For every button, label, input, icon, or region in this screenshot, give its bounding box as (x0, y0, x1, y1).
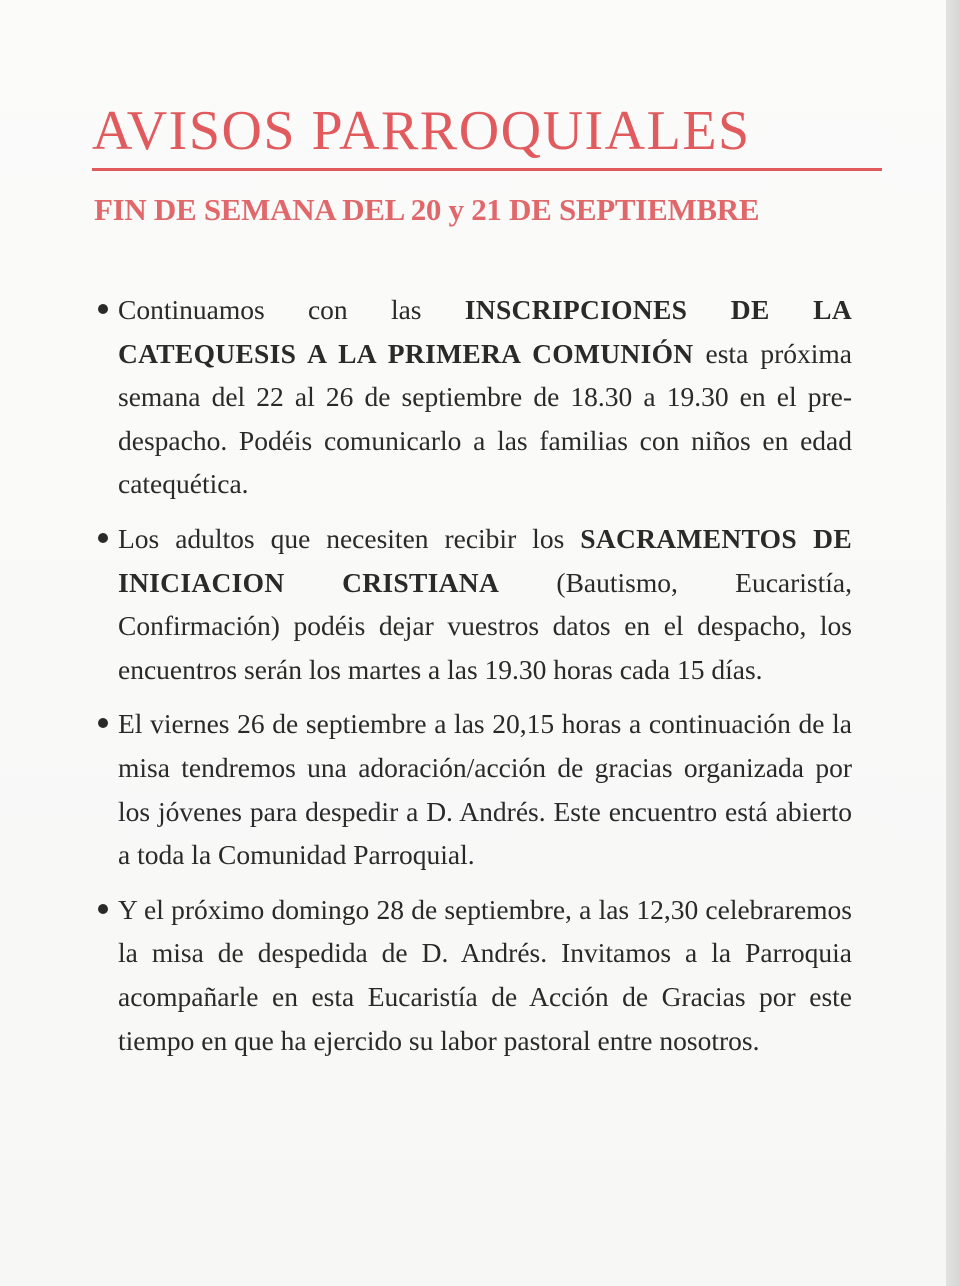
notice-item-adoration (94, 702, 852, 876)
bullet-icon (98, 304, 108, 314)
notice-text: Los adultos que necesiten recibir los (118, 522, 581, 554)
notice-text: (Bautismo, Eucaristía, Confirmación) podéis dejar vuestros datos en el despacho, los encuentros serán los martes a las 19.30 horas cada 15 días. (118, 566, 852, 685)
paper-edge (946, 0, 960, 1286)
notice-item-farewell-mass (94, 888, 852, 1062)
notice-text: El viernes 26 de septiembre a las 20,15 horas a continuación de la misa tendremos una adoración/acción de gracias organizada por los jóvenes para despedir a D. Andrés. Este encuentro está abierto a toda la Comunidad Parroquial. (118, 708, 852, 871)
notice-item-sacraments (94, 517, 852, 691)
notice-text: esta próxima semana del 22 al 26 de septiembre de 18.30 a 19.30 en el pre-despacho. Podéis comunicarlo a las familias con niños en edad catequética. (118, 337, 853, 500)
bullet-icon (98, 533, 108, 543)
notice-text: Continuamos con las (118, 294, 465, 325)
notice-highlight: SACRAMENTOS DE INICIACION CRISTIANA (118, 522, 852, 598)
bullet-icon (98, 718, 108, 728)
bullet-icon (98, 904, 108, 914)
page-subtitle: FIN DE SEMANA DEL 20 y 21 DE SEPTIEMBRE (94, 192, 760, 227)
notice-text: Y el próximo domingo 28 de septiembre, a las 12,30 celebraremos la misa de despedida de D. Andrés. Invitamos a la Parroquia acompañarle en esta Eucaristía de Acción de Gracias por este tiempo en que ha ejercido su labor pastoral entre nosotros. (118, 893, 852, 1056)
page-title: AVISOS PARROQUIALES (92, 100, 751, 162)
notice-highlight: INSCRIPCIONES DE LA CATEQUESIS A LA PRIMERA COMUNIÓN (118, 294, 852, 369)
title-underline (92, 168, 882, 171)
notice-list (94, 288, 852, 1062)
notice-item-catechesis (94, 288, 852, 506)
